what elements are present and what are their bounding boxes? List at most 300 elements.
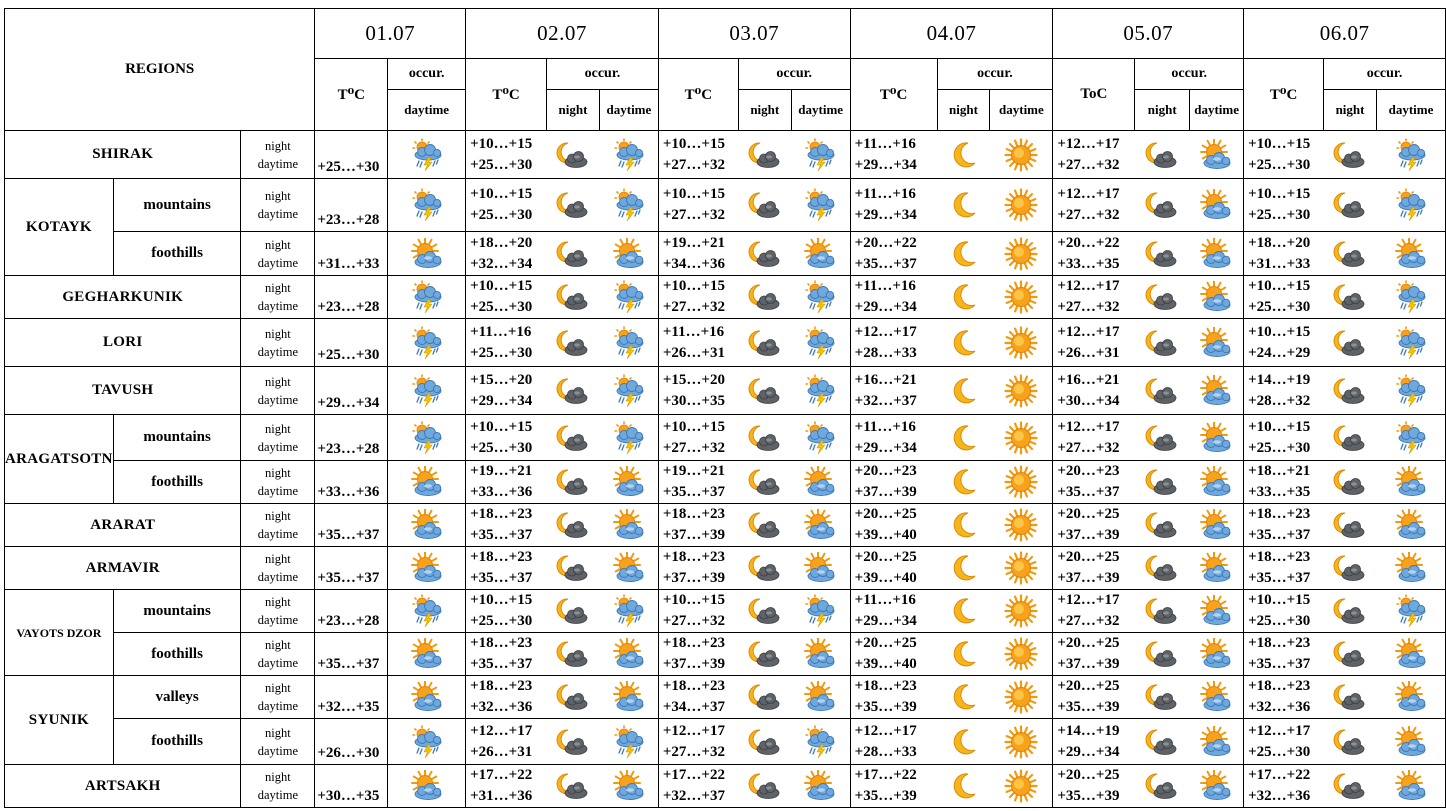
region-name: ARTSAKH <box>5 765 241 808</box>
daytime-temperature: +37…+39 <box>1057 570 1120 586</box>
moon-icon <box>937 509 990 541</box>
daytime-temperature: +35…+37 <box>1248 570 1311 586</box>
night-temperature: +20…+25 <box>1057 767 1120 783</box>
night-temperature: +10…+15 <box>1248 278 1311 294</box>
night-label: night <box>265 681 291 695</box>
daytime-icon-cell <box>1376 633 1445 676</box>
daytime-icon-cell <box>990 367 1053 415</box>
moon-icon <box>937 189 990 221</box>
daytime-icon-cell <box>791 415 850 461</box>
sun-cloud-icon <box>791 770 849 802</box>
night-icon-cell <box>1135 179 1190 232</box>
storm-cloud-icon <box>1376 421 1445 455</box>
subregion-name: mountains <box>113 415 241 461</box>
moon-cloud-icon <box>1135 328 1190 358</box>
daytime-temperature: +25…+30 <box>470 439 533 456</box>
night-icon-cell <box>547 276 600 319</box>
day1-daytime-icon-cell <box>388 179 466 232</box>
night-icon-cell <box>1135 590 1190 633</box>
sun-cloud-icon <box>1190 422 1243 454</box>
moon-cloud-icon <box>547 596 600 626</box>
night-label: night <box>265 189 291 203</box>
daytime-temperature: +32…+34 <box>470 255 533 272</box>
day1-daytime-icon-cell <box>388 367 466 415</box>
moon-cloud-icon <box>1135 423 1190 453</box>
region-name: SYUNIK <box>5 676 114 765</box>
sun-icon <box>990 237 1052 271</box>
night-icon-cell <box>1324 179 1377 232</box>
temperature-range <box>1244 232 1324 276</box>
night-label: night <box>265 237 291 252</box>
night-icon-cell <box>738 232 791 276</box>
daytime-temperature: +27…+32 <box>1057 613 1120 629</box>
daytime-icon-cell <box>990 461 1053 504</box>
region-row <box>5 232 1446 276</box>
night-icon-cell <box>1324 319 1377 367</box>
daytime-icon-cell <box>791 367 850 415</box>
night-icon-cell <box>1135 367 1190 415</box>
daytime-icon-cell <box>1376 319 1445 367</box>
daytime-icon-cell <box>1190 765 1244 808</box>
moon-cloud-icon <box>1324 727 1377 757</box>
moon-cloud-icon <box>738 239 791 269</box>
sun-icon <box>990 374 1052 408</box>
sun-cloud-icon <box>599 552 657 584</box>
daytime-temperature: +32…+37 <box>854 392 917 409</box>
moon-cloud-icon <box>547 423 600 453</box>
night-temperature: +20…+23 <box>1057 463 1120 479</box>
night-icon-cell <box>937 719 990 765</box>
temperature-range <box>466 719 547 765</box>
moon-cloud-icon <box>547 239 600 269</box>
daytime-icon-cell <box>1376 547 1445 590</box>
daytime-temperature: +27…+32 <box>662 439 725 456</box>
sun-cloud-icon <box>1376 509 1445 541</box>
moon-cloud-icon <box>1135 239 1190 269</box>
night-temperature: +18…+23 <box>470 549 533 565</box>
sun-cloud-icon <box>1190 327 1243 359</box>
night-icon-cell <box>937 367 990 415</box>
sun-cloud-icon <box>599 466 657 498</box>
daytime-icon-cell <box>1376 461 1445 504</box>
sun-icon <box>990 188 1052 222</box>
storm-cloud-icon <box>791 280 849 314</box>
sun-cloud-icon <box>1190 139 1243 171</box>
moon-cloud-icon <box>1324 190 1377 220</box>
forecast-body <box>5 131 1446 808</box>
moon-cloud-icon <box>1324 771 1377 801</box>
period-labels <box>241 676 315 719</box>
temperature-header: T⁰C <box>1244 59 1324 131</box>
storm-cloud-icon <box>599 188 657 222</box>
temperature-range <box>850 232 937 276</box>
moon-cloud-icon <box>738 596 791 626</box>
day1-daytime-icon-cell <box>388 232 466 276</box>
moon-cloud-icon <box>547 510 600 540</box>
region-name: ARARAT <box>5 504 241 547</box>
daytime-header: daytime <box>599 90 658 131</box>
daytime-temperature: +25…+30 <box>1248 156 1311 173</box>
temperature-range <box>1244 276 1324 319</box>
temperature-range <box>466 676 547 719</box>
daytime-label: daytime <box>257 392 299 407</box>
daytime-label: daytime <box>257 439 299 454</box>
night-icon-cell <box>1135 547 1190 590</box>
night-icon-cell <box>738 461 791 504</box>
daytime-icon-cell <box>791 765 850 808</box>
temperature-range <box>850 590 937 633</box>
storm-cloud-icon <box>791 421 849 455</box>
daytime-icon-cell <box>791 547 850 590</box>
period-labels <box>241 719 315 765</box>
night-temperature: +19…+21 <box>662 234 725 251</box>
night-header: night <box>738 90 791 131</box>
moon-cloud-icon <box>547 282 600 312</box>
moon-icon <box>937 552 990 584</box>
moon-icon <box>937 327 990 359</box>
moon-cloud-icon <box>1135 727 1190 757</box>
daytime-temperature: +29…+34 <box>854 299 917 315</box>
storm-cloud-icon <box>388 421 465 455</box>
daytime-label: daytime <box>257 788 299 802</box>
storm-cloud-icon <box>1376 138 1445 172</box>
storm-cloud-icon <box>599 725 657 759</box>
daytime-icon-cell <box>1190 504 1244 547</box>
moon-cloud-icon <box>547 553 600 583</box>
temperature-range <box>1053 633 1135 676</box>
sun-cloud-icon <box>388 638 465 670</box>
moon-icon <box>937 375 990 407</box>
sun-cloud-icon <box>388 770 465 802</box>
night-temperature: +19…+21 <box>470 463 533 479</box>
subregion-name: foothills <box>113 232 241 276</box>
region-row <box>5 131 1446 179</box>
subregion-name: foothills <box>113 461 241 504</box>
daytime-temperature: +29…+34 <box>470 392 533 409</box>
moon-icon <box>937 281 990 313</box>
night-temperature: +12…+17 <box>1057 323 1120 340</box>
night-icon-cell <box>937 415 990 461</box>
sun-icon <box>990 280 1052 314</box>
sun-icon <box>990 551 1052 585</box>
daytime-icon-cell <box>1190 719 1244 765</box>
daytime-temperature: +28…+33 <box>854 344 917 361</box>
subregion-name: foothills <box>113 719 241 765</box>
day1-daytime-icon-cell <box>388 131 466 179</box>
moon-cloud-icon <box>738 553 791 583</box>
daytime-temperature: +33…+35 <box>1057 255 1120 272</box>
moon-cloud-icon <box>1324 596 1377 626</box>
temperature-range <box>1244 633 1324 676</box>
night-icon-cell <box>547 319 600 367</box>
sun-icon <box>990 725 1052 759</box>
night-temperature: +10…+15 <box>1248 592 1311 608</box>
daytime-label: daytime <box>257 699 299 713</box>
temperature-header: T⁰C <box>850 59 937 131</box>
day1-temperature: +23…+28 <box>315 415 388 461</box>
sun-cloud-icon <box>1376 770 1445 802</box>
daytime-icon-cell <box>1190 367 1244 415</box>
temperature-range <box>658 319 738 367</box>
subregion-name: valleys <box>113 676 241 719</box>
temperature-range <box>1244 131 1324 179</box>
moon-cloud-icon <box>547 376 600 406</box>
region-name: SHIRAK <box>5 131 241 179</box>
night-icon-cell <box>547 179 600 232</box>
night-header: night <box>547 90 600 131</box>
night-icon-cell <box>1324 633 1377 676</box>
date-header: 01.07 <box>315 9 466 59</box>
daytime-temperature: +25…+30 <box>1248 743 1311 760</box>
sun-icon <box>990 680 1052 714</box>
night-temperature: +10…+15 <box>662 186 725 202</box>
moon-cloud-icon <box>1324 553 1377 583</box>
moon-cloud-icon <box>738 376 791 406</box>
night-label: night <box>265 374 291 389</box>
daytime-temperature: +25…+30 <box>470 207 533 223</box>
daytime-temperature: +25…+30 <box>1248 439 1311 456</box>
night-temperature: +17…+22 <box>1248 767 1311 783</box>
night-icon-cell <box>1324 590 1377 633</box>
day1-temperature: +30…+35 <box>315 765 388 808</box>
daytime-header: daytime <box>1190 90 1244 131</box>
period-labels <box>241 319 315 367</box>
daytime-temperature: +27…+32 <box>1057 156 1120 173</box>
night-label: night <box>265 138 291 153</box>
night-temperature: +10…+15 <box>662 135 725 152</box>
night-icon-cell <box>1135 461 1190 504</box>
occurrence-header: occur. <box>547 59 659 90</box>
storm-cloud-icon <box>599 280 657 314</box>
day1-daytime-icon-cell <box>388 676 466 719</box>
night-temperature: +20…+23 <box>854 463 917 479</box>
daytime-icon-cell <box>791 232 850 276</box>
daytime-temperature: +25…+30 <box>470 156 533 173</box>
temperature-range <box>466 319 547 367</box>
night-temperature: +11…+16 <box>470 323 532 340</box>
night-temperature: +10…+15 <box>662 278 725 294</box>
day1-temperature: +29…+34 <box>315 367 388 415</box>
sun-cloud-icon <box>599 770 657 802</box>
night-icon-cell <box>1324 415 1377 461</box>
night-icon-cell <box>1135 633 1190 676</box>
region-row <box>5 461 1446 504</box>
temperature-range <box>658 415 738 461</box>
night-icon-cell <box>937 232 990 276</box>
temperature-header: ToC <box>1053 59 1135 131</box>
storm-cloud-icon <box>791 188 849 222</box>
daytime-temperature: +25…+30 <box>1248 613 1311 629</box>
night-temperature: +12…+17 <box>1057 278 1120 294</box>
daytime-icon-cell <box>990 633 1053 676</box>
moon-cloud-icon <box>1324 328 1377 358</box>
day1-daytime-icon-cell <box>388 461 466 504</box>
period-labels <box>241 633 315 676</box>
sun-cloud-icon <box>1190 189 1243 221</box>
night-icon-cell <box>1324 676 1377 719</box>
night-temperature: +18…+23 <box>662 635 725 651</box>
daytime-temperature: +28…+33 <box>854 743 917 760</box>
daytime-header: daytime <box>388 90 466 131</box>
daytime-icon-cell <box>791 719 850 765</box>
storm-cloud-icon <box>599 138 657 172</box>
night-icon-cell <box>937 319 990 367</box>
temperature-range <box>850 676 937 719</box>
period-labels <box>241 765 315 808</box>
regions-header: REGIONS <box>5 9 315 131</box>
daytime-icon-cell <box>1376 179 1445 232</box>
moon-cloud-icon <box>1324 282 1377 312</box>
night-temperature: +10…+15 <box>662 592 725 608</box>
moon-cloud-icon <box>1324 376 1377 406</box>
sun-icon <box>990 637 1052 671</box>
moon-cloud-icon <box>547 682 600 712</box>
night-icon-cell <box>937 179 990 232</box>
temperature-range <box>1244 676 1324 719</box>
temperature-range <box>850 719 937 765</box>
date-header: 04.07 <box>850 9 1053 59</box>
night-icon-cell <box>1324 765 1377 808</box>
moon-cloud-icon <box>1135 190 1190 220</box>
daytime-icon-cell <box>1376 276 1445 319</box>
temperature-range <box>466 276 547 319</box>
night-icon-cell <box>738 415 791 461</box>
daytime-icon-cell <box>990 590 1053 633</box>
daytime-icon-cell <box>599 504 658 547</box>
daytime-temperature: +35…+37 <box>1248 527 1311 543</box>
daytime-temperature: +35…+39 <box>1057 699 1120 715</box>
moon-cloud-icon <box>1135 467 1190 497</box>
night-temperature: +16…+21 <box>1057 371 1120 388</box>
daytime-icon-cell <box>599 232 658 276</box>
daytime-temperature: +35…+37 <box>662 484 725 500</box>
night-icon-cell <box>738 676 791 719</box>
region-row <box>5 765 1446 808</box>
temperature-range <box>466 590 547 633</box>
temperature-range <box>466 461 547 504</box>
night-header: night <box>937 90 990 131</box>
daytime-temperature: +25…+30 <box>1248 207 1311 223</box>
temperature-range <box>466 504 547 547</box>
night-temperature: +18…+23 <box>470 506 533 522</box>
daytime-temperature: +35…+37 <box>1057 484 1120 500</box>
period-labels <box>241 276 315 319</box>
temperature-range <box>1244 179 1324 232</box>
daytime-icon-cell <box>599 765 658 808</box>
temperature-range <box>850 179 937 232</box>
daytime-icon-cell <box>599 547 658 590</box>
daytime-temperature: +35…+37 <box>470 527 533 543</box>
temperature-range <box>466 547 547 590</box>
temperature-range <box>466 232 547 276</box>
moon-cloud-icon <box>1135 510 1190 540</box>
night-temperature: +20…+25 <box>1057 678 1120 694</box>
night-label: night <box>265 466 291 480</box>
moon-cloud-icon <box>1135 596 1190 626</box>
moon-cloud-icon <box>738 682 791 712</box>
daytime-temperature: +39…+40 <box>854 570 917 586</box>
night-temperature: +20…+22 <box>1057 234 1120 251</box>
subregion-name: mountains <box>113 179 241 232</box>
occurrence-header: occur. <box>1324 59 1446 90</box>
moon-cloud-icon <box>1135 376 1190 406</box>
daytime-icon-cell <box>1190 319 1244 367</box>
day1-temperature: +33…+36 <box>315 461 388 504</box>
daytime-temperature: +33…+36 <box>470 484 533 500</box>
temperature-range <box>466 131 547 179</box>
region-row <box>5 367 1446 415</box>
sun-cloud-icon <box>791 238 849 270</box>
daytime-temperature: +37…+39 <box>1057 527 1120 543</box>
temperature-range <box>1244 367 1324 415</box>
sun-cloud-icon <box>388 681 465 713</box>
temperature-range <box>1244 547 1324 590</box>
region-row <box>5 719 1446 765</box>
night-icon-cell <box>937 765 990 808</box>
night-icon-cell <box>937 504 990 547</box>
day1-temperature: +23…+28 <box>315 276 388 319</box>
daytime-icon-cell <box>599 676 658 719</box>
daytime-icon-cell <box>599 590 658 633</box>
daytime-temperature: +37…+39 <box>662 527 725 543</box>
temperature-range <box>658 590 738 633</box>
night-icon-cell <box>547 590 600 633</box>
daytime-icon-cell <box>1376 131 1445 179</box>
night-icon-cell <box>738 765 791 808</box>
night-icon-cell <box>1324 547 1377 590</box>
storm-cloud-icon <box>1376 188 1445 222</box>
temperature-range <box>1053 719 1135 765</box>
day1-daytime-icon-cell <box>388 719 466 765</box>
daytime-icon-cell <box>990 765 1053 808</box>
sun-cloud-icon <box>1376 552 1445 584</box>
temperature-range <box>1053 319 1135 367</box>
night-temperature: +10…+15 <box>1248 418 1311 435</box>
temperature-range <box>1244 319 1324 367</box>
night-icon-cell <box>738 319 791 367</box>
night-label: night <box>265 770 291 784</box>
storm-cloud-icon <box>388 594 465 628</box>
night-temperature: +12…+17 <box>854 722 917 739</box>
night-icon-cell <box>937 676 990 719</box>
daytime-icon-cell <box>1376 590 1445 633</box>
moon-cloud-icon <box>1324 467 1377 497</box>
night-icon-cell <box>1135 765 1190 808</box>
daytime-temperature: +37…+39 <box>662 656 725 672</box>
daytime-temperature: +27…+32 <box>662 743 725 760</box>
day1-temperature: +32…+35 <box>315 676 388 719</box>
day1-daytime-icon-cell <box>388 415 466 461</box>
daytime-temperature: +26…+31 <box>1057 344 1120 361</box>
daytime-icon-cell <box>1190 415 1244 461</box>
sun-cloud-icon <box>1190 281 1243 313</box>
night-icon-cell <box>937 633 990 676</box>
sun-cloud-icon <box>388 509 465 541</box>
temperature-range <box>850 633 937 676</box>
day1-temperature: +35…+37 <box>315 504 388 547</box>
moon-cloud-icon <box>547 328 600 358</box>
night-temperature: +15…+20 <box>662 371 725 388</box>
temperature-range <box>466 415 547 461</box>
night-icon-cell <box>738 276 791 319</box>
daytime-icon-cell <box>1190 131 1244 179</box>
temperature-range <box>850 504 937 547</box>
daytime-icon-cell <box>1190 590 1244 633</box>
daytime-icon-cell <box>1376 765 1445 808</box>
daytime-icon-cell <box>1190 276 1244 319</box>
night-temperature: +12…+17 <box>1057 135 1120 152</box>
daytime-temperature: +27…+32 <box>662 156 725 173</box>
